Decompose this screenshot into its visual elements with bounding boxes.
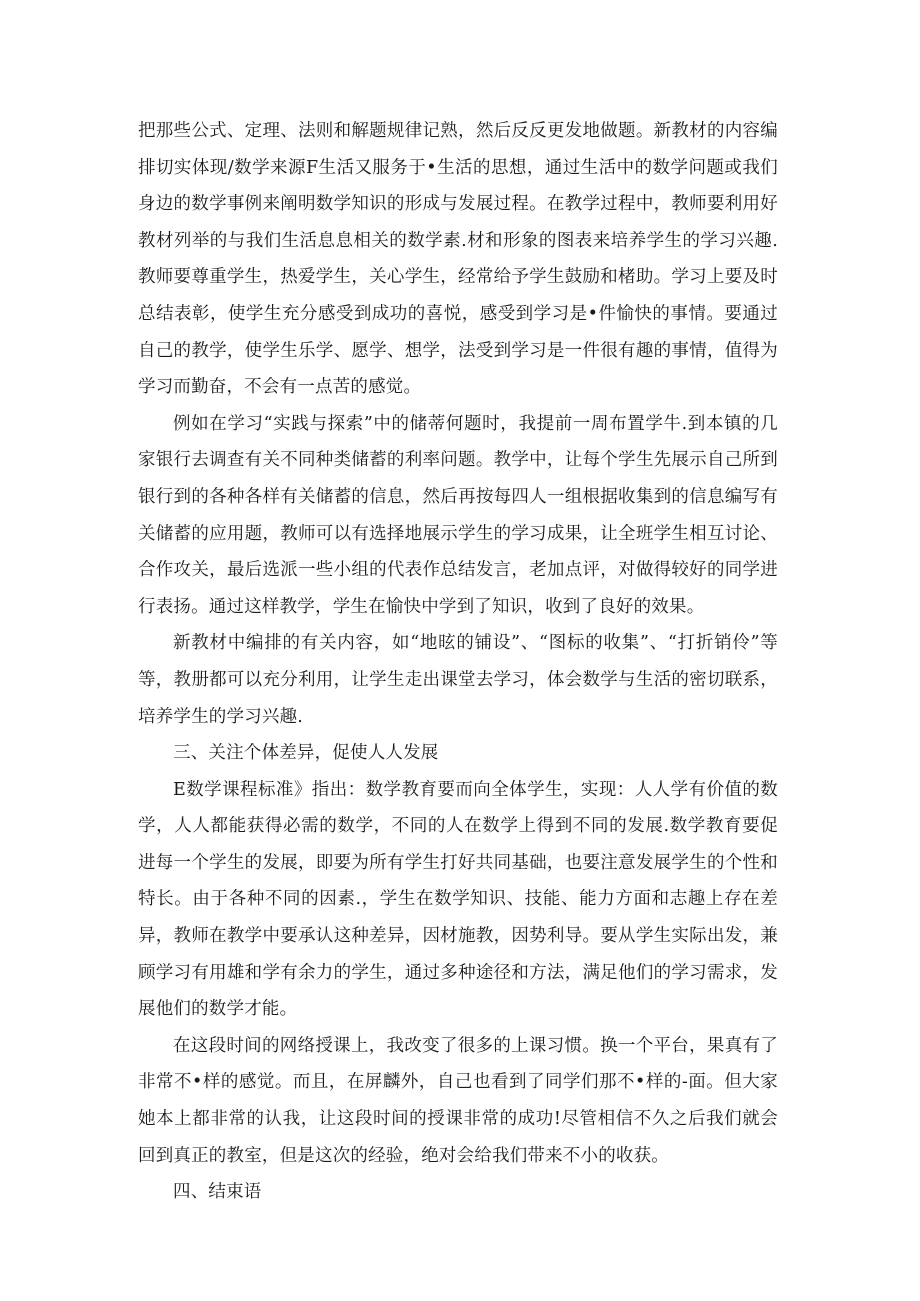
paragraph-2: 例如在学习“实践与探索”中的储蒂何题时，我提前一周布置学牛.到本镇的几家银行去调查有关不同种类储蓄的利率问题。教学中，让每个学生先展示自己所到银行到的各种各样有关储蓄的信息，然后再按每四人一组根据收集到的信息编写有关储蓄的应用题，教师可以有选择地展示学生的学习成果，让全班学生相互讨论、合作攻关，最后选派一些小组的代表作总结发言，老加点评，对做得较好的同学进行表扬。通过这样教学，学生在愉快中学到了知识，收到了良好的效果。 bbox=[138, 413, 778, 617]
paragraph-3: 新教材中编排的有关内容，如“地昡的铺设”、“图标的收集”、“打折销伶”等等，教册都可以充分利用，让学生走出课堂去学习，体会数学与生活的密切联系，培养学生的学习兴趣. bbox=[138, 633, 778, 727]
section-heading-4: 四、结束语 bbox=[173, 1182, 262, 1203]
paragraph-4: E数学课程标准》指出：数学教育要而向全体学生，实现：人人学有价值的数学，人人都能获得必需的数学，不同的人在数学上得到不同的发展.数学教育要促进每一个学生的发展，即要为所有学生打好共同基础，也要注意发展学生的个性和特长。由于各种不同的因素.，学生在数学知识、技能、能力方面和志趣上存在差异，教师在教学中要承认这种差异，因材施教，因势利导。要从学生实际出发，兼顾学习有用雄和学有余力的学生，通过多种途径和方法，满足他们的学习需求，发展他们的数学才能。 bbox=[138, 779, 778, 1020]
paragraph-1: 把那些公式、定理、法则和解题规律记熟，然后反反更发地做题。新教材的内容编排切实体现/数学来源F生活又服务于•生活的思想，通过生活中的数学问题或我们身边的数学事例来阐明数学知识的形成与发展过程。在教学过程中，教师要利用好教材列举的与我们生活息息相关的数学素.材和形象的图表来培养学生的学习兴趣.教师要尊重学生，热爱学生，关心学生，经常给予学生鼓励和楮助。学习上要及时总结表彰，使学生充分感受到成功的喜悦，感受到学习是•件愉快的事情。要通过自己的教学，使学生乐学、愿学、想学，法受到学习是一件很有趣的事情，值得为学习而勤奋，不会有一点苦的感觉。 bbox=[138, 121, 778, 398]
section-heading-3: 三、关注个体差异，促使人人发展 bbox=[173, 743, 439, 764]
paragraph-5: 在这段时间的网络授课上，我改变了很多的上课习惯。换一个平台，果真有了非常不•样的感觉。而且，在屏麟外，自己也看到了同学们那不•样的-面。但大家她本上都非常的认我，让这段时间的授课非常的成功!尽管相信不久之后我们就会回到真正的教室，但是这次的经验，绝对会给我们带来不小的收获。 bbox=[138, 1035, 778, 1166]
document-body bbox=[138, 113, 778, 1211]
